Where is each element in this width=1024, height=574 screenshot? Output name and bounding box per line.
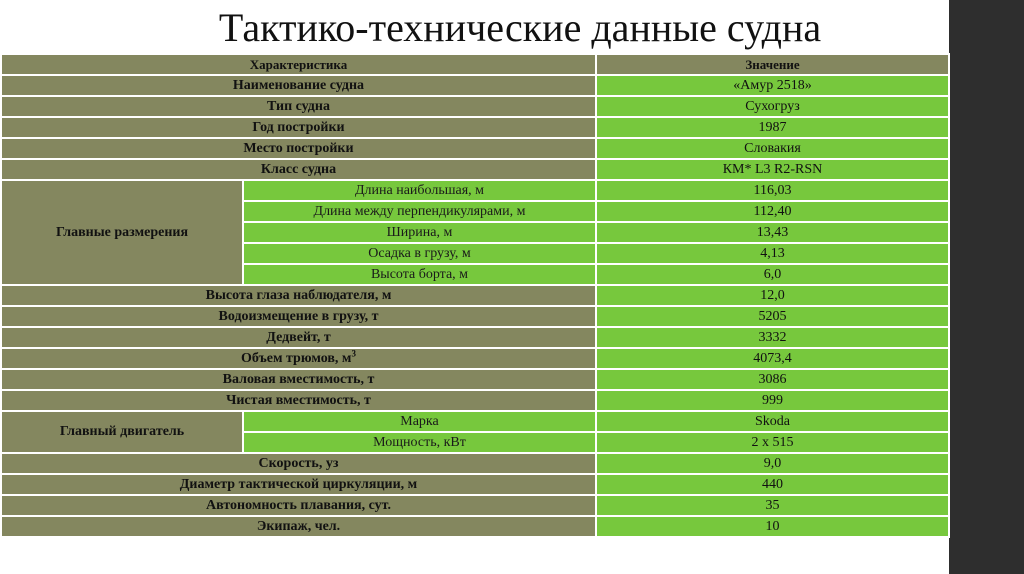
row-value: «Амур 2518» bbox=[596, 75, 949, 96]
row-label: Тип судна bbox=[1, 96, 596, 117]
row-value: КМ* L3 R2-RSN bbox=[596, 159, 949, 180]
engine-group-label: Главный двигатель bbox=[1, 411, 243, 453]
table-row bbox=[1, 159, 949, 180]
table-header-row bbox=[1, 54, 949, 75]
slide-title: Тактико-технические данные судна bbox=[218, 5, 822, 50]
row-value: Словакия bbox=[596, 138, 949, 159]
table-row bbox=[1, 369, 949, 390]
table-row bbox=[1, 180, 949, 201]
row-value: 6,0 bbox=[596, 264, 949, 285]
specs-table bbox=[0, 53, 950, 538]
table-row bbox=[1, 348, 949, 369]
table-row bbox=[1, 390, 949, 411]
table-row bbox=[1, 516, 949, 537]
table-row bbox=[1, 138, 949, 159]
row-value: 35 bbox=[596, 495, 949, 516]
table-row bbox=[1, 453, 949, 474]
row-value: 5205 bbox=[596, 306, 949, 327]
sub-row-label: Ширина, м bbox=[243, 222, 596, 243]
superscript: 3 bbox=[351, 348, 356, 358]
header-characteristic: Характеристика bbox=[1, 54, 596, 75]
dimensions-group-label: Главные размерения bbox=[1, 180, 243, 285]
row-label: Год постройки bbox=[1, 117, 596, 138]
row-label: Высота глаза наблюдателя, м bbox=[1, 285, 596, 306]
sub-row-label: Мощность, кВт bbox=[243, 432, 596, 453]
row-value: 13,43 bbox=[596, 222, 949, 243]
row-value: 440 bbox=[596, 474, 949, 495]
row-label: Чистая вместимость, т bbox=[1, 390, 596, 411]
row-label: Экипаж, чел. bbox=[1, 516, 596, 537]
table-row bbox=[1, 75, 949, 96]
table-row bbox=[1, 306, 949, 327]
row-label: Место постройки bbox=[1, 138, 596, 159]
row-label: Автономность плавания, сут. bbox=[1, 495, 596, 516]
row-value: 3086 bbox=[596, 369, 949, 390]
row-label: Наименование судна bbox=[1, 75, 596, 96]
row-value: 116,03 bbox=[596, 180, 949, 201]
table-row bbox=[1, 411, 949, 432]
row-value: 999 bbox=[596, 390, 949, 411]
row-value: 1987 bbox=[596, 117, 949, 138]
sub-row-label: Марка bbox=[243, 411, 596, 432]
row-value: 4073,4 bbox=[596, 348, 949, 369]
row-label-text: Объем трюмов, м bbox=[241, 350, 352, 366]
row-label: Скорость, уз bbox=[1, 453, 596, 474]
table-row bbox=[1, 117, 949, 138]
row-label: Валовая вместимость, т bbox=[1, 369, 596, 390]
table-row bbox=[1, 96, 949, 117]
row-label: Дедвейт, т bbox=[1, 327, 596, 348]
sub-row-label: Длина наибольшая, м bbox=[243, 180, 596, 201]
row-label: Класс судна bbox=[1, 159, 596, 180]
sub-row-label: Осадка в грузу, м bbox=[243, 243, 596, 264]
sub-row-label: Длина между перпендикулярами, м bbox=[243, 201, 596, 222]
row-value: 3332 bbox=[596, 327, 949, 348]
side-bar bbox=[949, 0, 1024, 574]
row-value: 12,0 bbox=[596, 285, 949, 306]
row-value: 4,13 bbox=[596, 243, 949, 264]
row-value: 10 bbox=[596, 516, 949, 537]
sub-row-label: Высота борта, м bbox=[243, 264, 596, 285]
row-label: Диаметр тактической циркуляции, м bbox=[1, 474, 596, 495]
row-value: 2 х 515 bbox=[596, 432, 949, 453]
row-label: Водоизмещение в грузу, т bbox=[1, 306, 596, 327]
header-value: Значение bbox=[596, 54, 949, 75]
row-label-with-sup bbox=[1, 348, 596, 369]
table-row bbox=[1, 495, 949, 516]
table-row bbox=[1, 474, 949, 495]
row-value: 9,0 bbox=[596, 453, 949, 474]
row-value: 112,40 bbox=[596, 201, 949, 222]
table-row bbox=[1, 285, 949, 306]
row-value: Сухогруз bbox=[596, 96, 949, 117]
row-value: Skoda bbox=[596, 411, 949, 432]
table-row bbox=[1, 327, 949, 348]
